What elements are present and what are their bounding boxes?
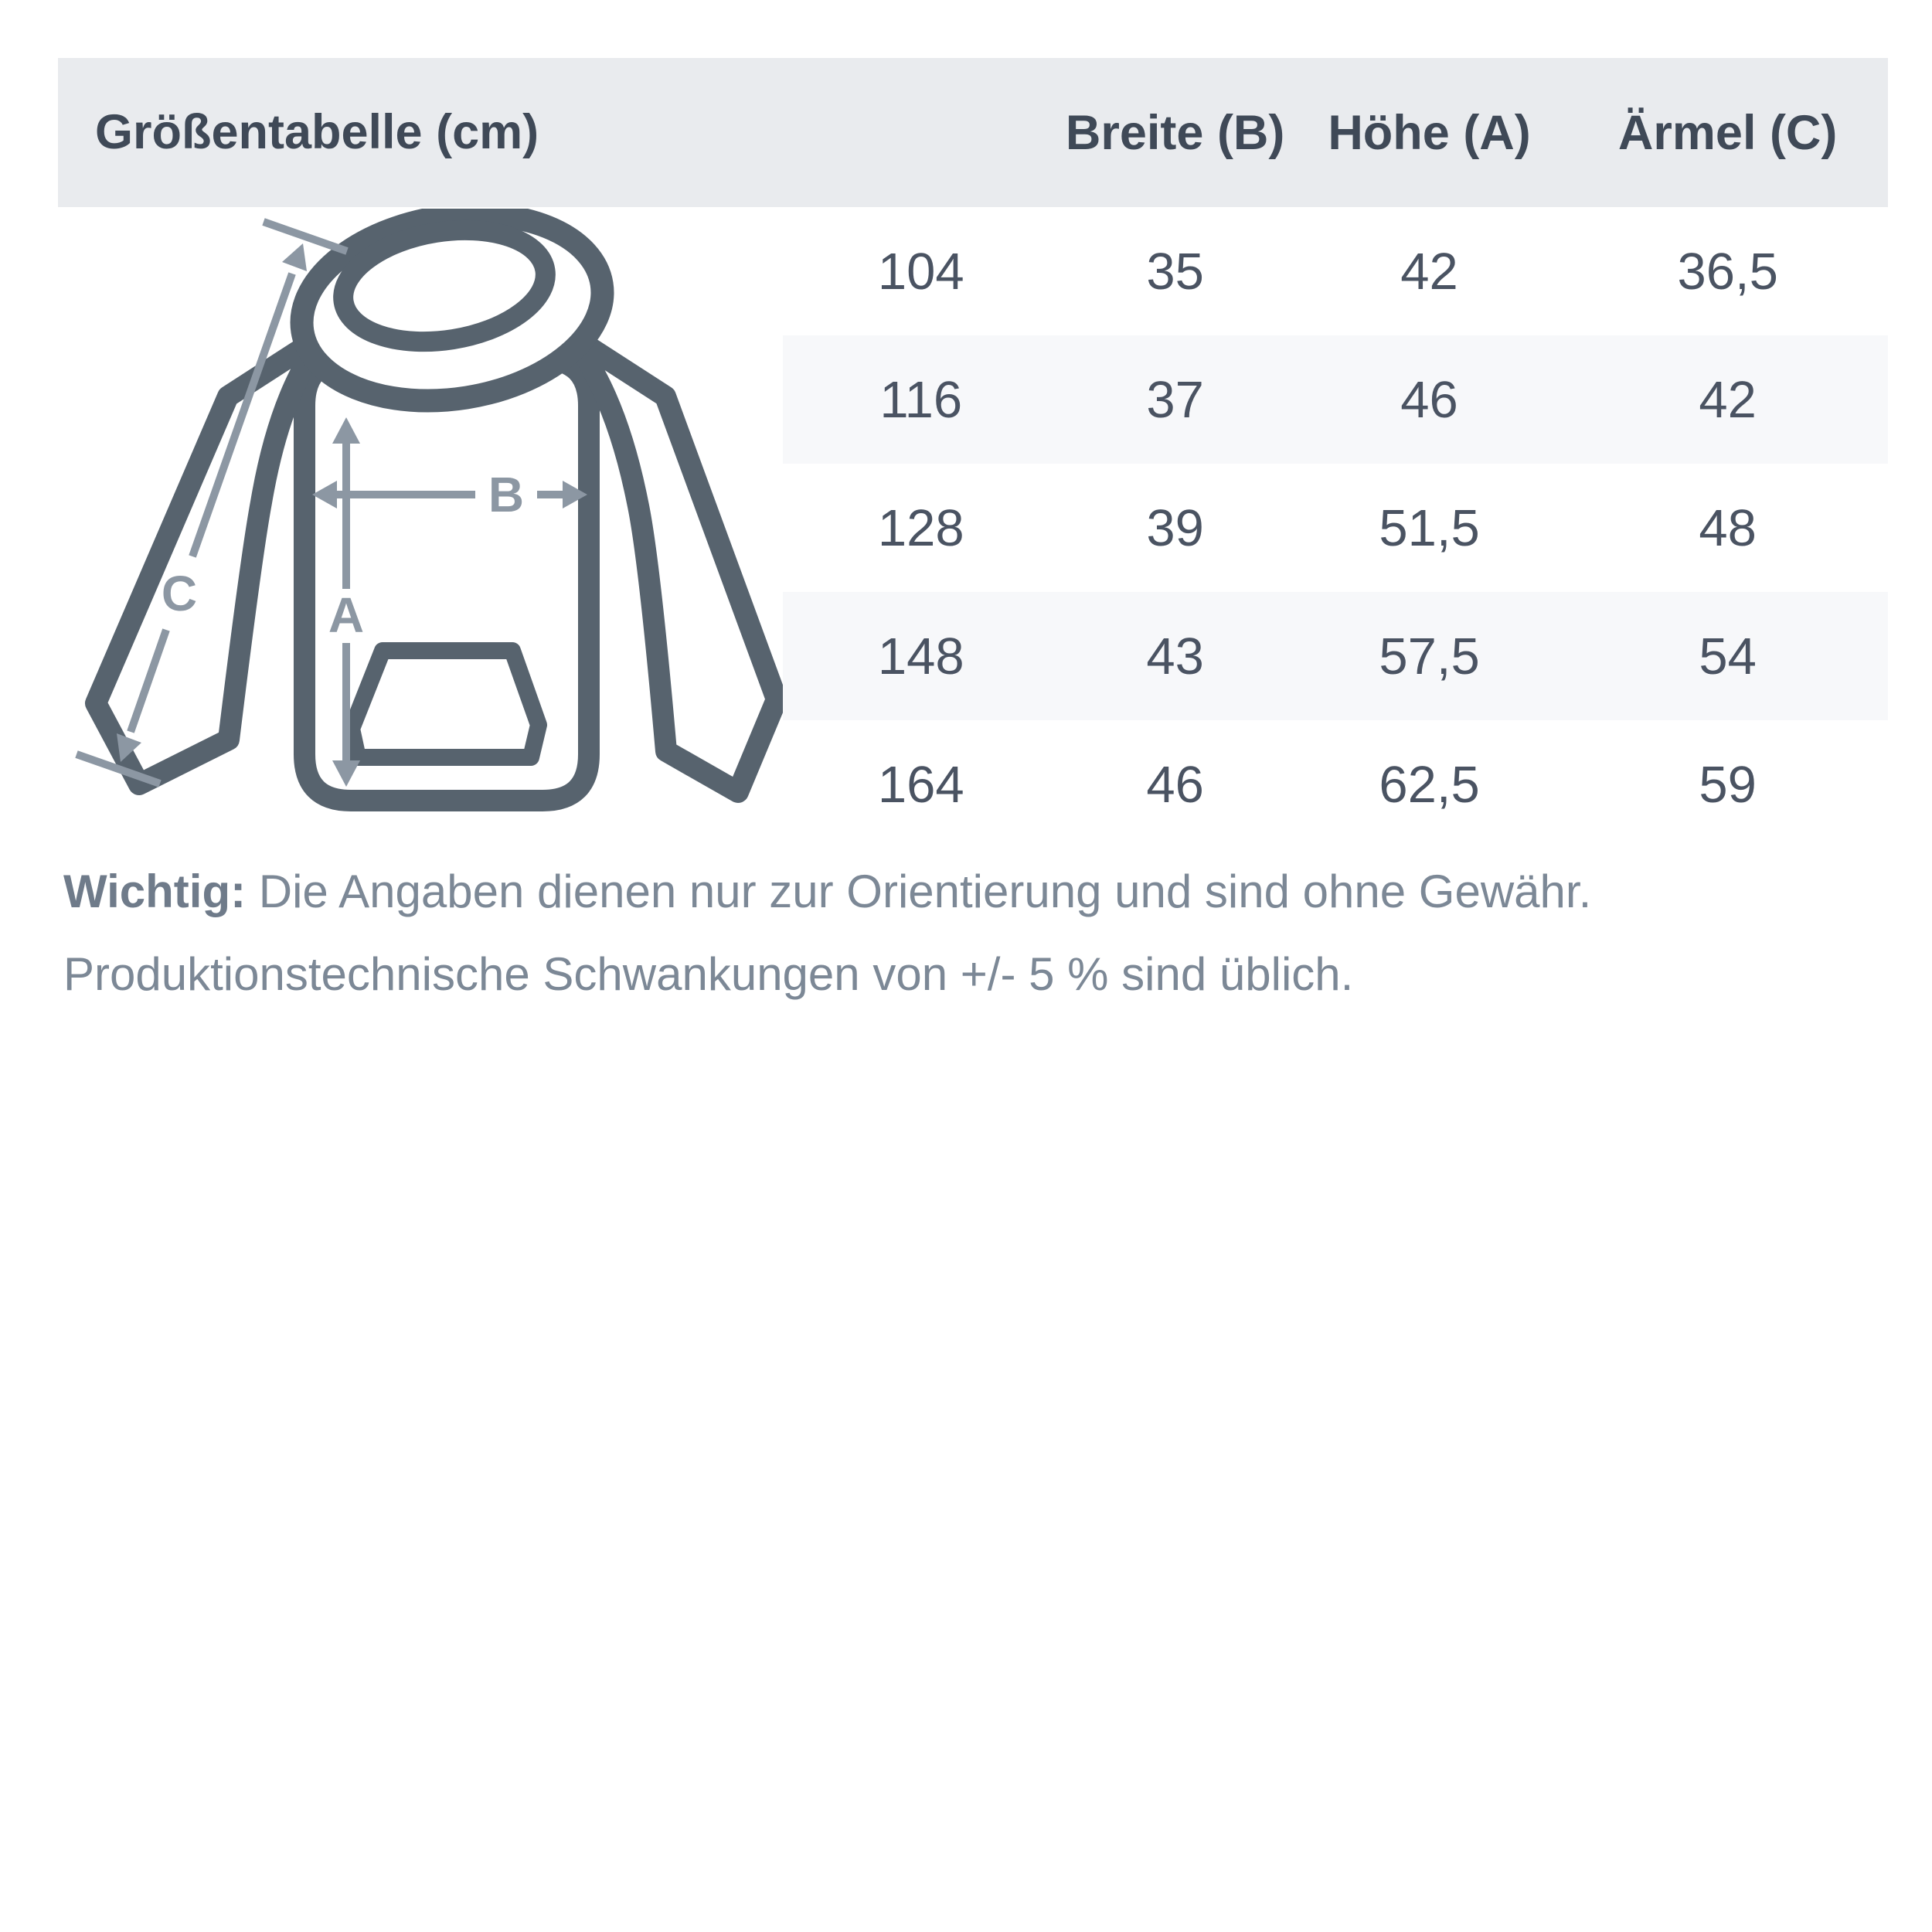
height-value: 42 (1400, 242, 1458, 301)
sleeve-value: 36,5 (1677, 242, 1778, 301)
size-table-rows (783, 207, 1888, 849)
width-value: 46 (1146, 755, 1204, 814)
sleeve-value: 48 (1699, 498, 1757, 557)
table-row (783, 592, 1888, 720)
table-row (783, 464, 1888, 592)
size-table-column-headers (783, 58, 1888, 207)
size-table-header (58, 58, 1888, 207)
size-value: 116 (879, 370, 963, 429)
disclaimer-line1: Die Angaben dienen nur zur Orientierung und sind ohne Gewähr. (258, 866, 1592, 917)
size-value: 128 (877, 498, 964, 557)
column-header-size (783, 58, 1060, 207)
sleeve-value: 59 (1699, 755, 1757, 814)
size-value: 148 (877, 627, 964, 685)
size-value: 164 (877, 755, 964, 814)
size-table-title: Größentabelle (cm) (95, 105, 539, 159)
pocket-icon (352, 651, 539, 757)
disclaimer-note (63, 850, 1872, 1015)
sleeve-value: 42 (1699, 370, 1757, 429)
column-header-height: Höhe (A) (1328, 105, 1531, 160)
size-value: 104 (877, 242, 964, 301)
height-dimension-label: A (328, 587, 365, 643)
sleeve-value: 54 (1699, 627, 1757, 685)
width-value: 43 (1146, 627, 1204, 685)
height-value: 62,5 (1379, 755, 1480, 814)
height-value: 46 (1400, 370, 1458, 429)
table-row (783, 335, 1888, 464)
width-value: 37 (1146, 370, 1204, 429)
disclaimer-line2: Produktionstechnische Schwankungen von +/- 5 % sind üblich. (63, 948, 1354, 1000)
width-dimension-label: B (488, 467, 525, 522)
width-value: 39 (1146, 498, 1204, 557)
column-header-width: Breite (B) (1065, 105, 1285, 160)
height-value: 57,5 (1379, 627, 1480, 685)
width-value: 35 (1146, 242, 1204, 301)
disclaimer-label: Wichtig: (63, 866, 247, 917)
height-value: 51,5 (1379, 498, 1480, 557)
table-row (783, 720, 1888, 849)
table-row (783, 207, 1888, 335)
hoodie-measurement-diagram (54, 209, 788, 850)
sleeve-dimension-label: C (161, 566, 198, 621)
column-header-sleeve: Ärmel (C) (1617, 105, 1838, 160)
